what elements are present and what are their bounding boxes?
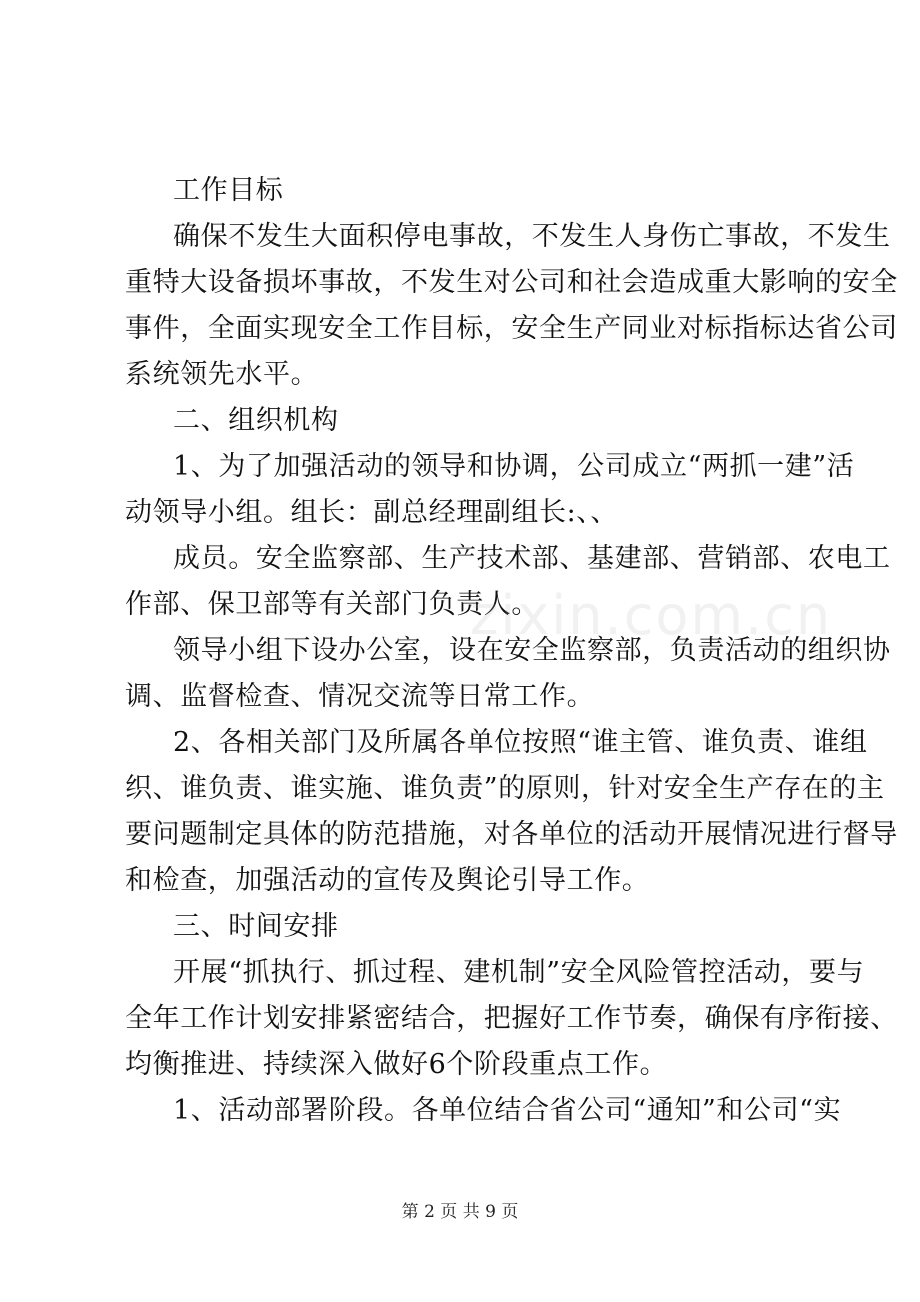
text-line: 全年工作计划安排紧密结合，把握好工作节奏，确保有序衔接、 bbox=[125, 1003, 898, 1034]
text-line: 系统领先水平。 bbox=[125, 359, 319, 390]
page-footer: 第 2 页 共 9 页 bbox=[401, 1202, 519, 1222]
text-line: 1、活动部署阶段。各单位结合省公司“通知”和公司“实 bbox=[173, 1095, 842, 1126]
text-line: 2、各相关部门及所属各单位按照“谁主管、谁负责、谁组 bbox=[173, 727, 868, 758]
text-line: 事件，全面实现安全工作目标，安全生产同业对标指标达省公司 bbox=[125, 313, 898, 344]
text-line: 工作目标 bbox=[173, 175, 284, 206]
document-body bbox=[125, 168, 898, 1134]
text-line: 三、时间安排 bbox=[173, 911, 339, 942]
text-line: 织、谁负责、谁实施、谁负责”的原则，针对安全生产存在的主 bbox=[125, 773, 885, 804]
text-line: 1、为了加强活动的领导和协调，公司成立“两抓一建”活 bbox=[173, 451, 855, 482]
watermark: zixin.com.cn bbox=[470, 584, 833, 647]
text-line: 领导小组下设办公室，设在安全监察部，负责活动的组织协 bbox=[173, 635, 891, 666]
text-line: 动领导小组。组长：副总经理副组长:、、 bbox=[125, 497, 618, 528]
text-line: 要问题制定具体的防范措施，对各单位的活动开展情况进行督导 bbox=[125, 819, 898, 850]
text-line: 调、监督检查、情况交流等日常工作。 bbox=[125, 681, 595, 712]
text-line: 确保不发生大面积停电事故，不发生人身伤亡事故，不发生 bbox=[173, 221, 891, 252]
text-line: 开展“抓执行、抓过程、建机制”安全风险管控活动，要与 bbox=[173, 957, 865, 988]
text-line: 作部、保卫部等有关部门负责人。 bbox=[125, 589, 539, 620]
text-line: 成员。安全监察部、生产技术部、基建部、营销部、农电工 bbox=[173, 543, 891, 574]
text-line: 和检查，加强活动的宣传及舆论引导工作。 bbox=[125, 865, 650, 896]
text-line: 重特大设备损坏事故，不发生对公司和社会造成重大影响的安全 bbox=[125, 267, 898, 298]
text-line: 均衡推进、持续深入做好6个阶段重点工作。 bbox=[125, 1049, 668, 1080]
text-line: 二、组织机构 bbox=[173, 405, 339, 436]
